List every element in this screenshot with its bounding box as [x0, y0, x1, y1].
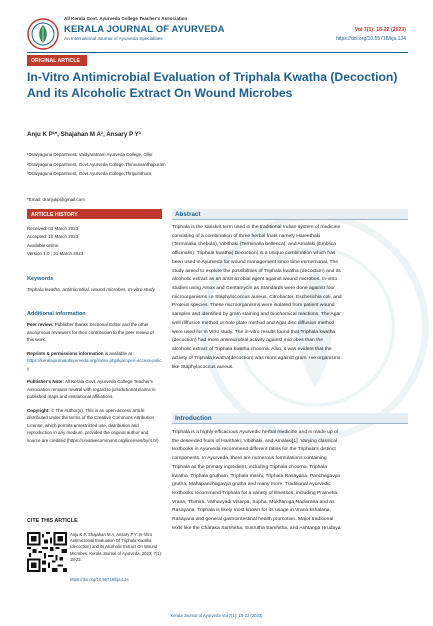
abstract-line: study aimed to explore the possibilities of Triphala kwatha (decoction) and its [172, 267, 341, 274]
volume-info: Vol 7(1): 18-22 (2023) [354, 27, 406, 33]
page-footer: Kerala Journal of Ayurveda Vol 7(1): 18-22 (2023) [170, 613, 263, 618]
abstract-line: samples and identified by gram staining and biochemical reactions. The Agar [172, 311, 341, 318]
abstract-line: activity of Triphala kwatha(decoction) was more against gram +ve organisms [172, 354, 341, 361]
abstract-line: were used for In Vitro study. The in-vitro results found that Triphala kwatha [172, 328, 336, 335]
available-label: Available online [27, 243, 59, 248]
introduction-heading: Introduction [175, 415, 212, 422]
publisher-note [27, 378, 162, 401]
abstract-line: studies using Amox and Gentamycin as Standards were done against four [172, 285, 335, 292]
abstract-line: officinalis). Triphala kwatha( Decoction) is a unique combination which has [172, 250, 336, 257]
cite-heading: CITE THIS ARTICLE [27, 518, 78, 524]
affiliation-3: ³Dravyaguna Department, Govt.Ayurveda College,Thripunithura [27, 171, 151, 176]
version-date: Version 1.0 : 31 March 2023 [27, 250, 84, 256]
intro-line: components. In Ayurveda, there are numerous formulations containing [172, 455, 327, 462]
intro-line: Rasayana. Triphala is likely most known for its usage in Vrana kshalana, [172, 507, 331, 514]
additional-info-section [27, 311, 162, 444]
journal-logo [27, 18, 59, 50]
reprints-url[interactable]: https://keralajournalofayurveda.org/index.php/kja/open-access-policy [27, 358, 162, 371]
reprints-label: Reprints & permissions information [27, 350, 104, 356]
publisher-note-label: Publisher's Note: [27, 379, 64, 384]
abstract-body [172, 223, 408, 371]
intro-line: Triphala is a highly efficacious Ayurvedic herbal medicine and is made up of [172, 429, 339, 435]
intro-line: textbooks recommend Triphala for a variety of illnesses, including Prameha, [172, 490, 339, 497]
peer-review-label: Peer review: [27, 322, 54, 327]
copyright-label: Copyright: [27, 407, 50, 413]
peer-review-note [27, 321, 162, 344]
intro-line: textbooks in Ayurveda recommend different ratios for the Triphala's distinct [172, 446, 336, 453]
copyright-text: © The Author(s). This is an open-access article distributed under the terms of the Creative Commons Attribution License, which permits unrestricted use, distribution and reproduction in any medium, provided the original author and source are credited (https://creativecommons.org/licenses/by/4.0/) [27, 407, 159, 443]
abstract-line: alcoholic extract as an antimicrobial agent against wound microbes. In-vitro [172, 276, 338, 283]
peer-review-text: Publisher thanks Sectional Editor and the other anonymous reviewers for their contribution to the peer review of this work. [27, 322, 154, 342]
introduction-heading-bar [172, 413, 408, 424]
article-history-section [27, 209, 162, 257]
article-type-badge: ORIGINAL ARTICLE [27, 55, 87, 66]
keywords-heading: Keywords [27, 276, 54, 282]
introduction-body [172, 428, 408, 533]
abstract-heading-bar [172, 209, 408, 220]
abstract-line: well diffusion method or hole plate method and Agar disc diffusion method [172, 319, 335, 326]
abstract-line: (Terminalia chebula), Vibithaki (Terminalia bellerica), and Amalaki (Emblica [172, 241, 336, 248]
abstract-line: (decoction) had more antimicrobial activity against microbes than the [172, 337, 324, 344]
intro-line: Rasayana and general gastrointestinal health promotion. Major traditional [172, 516, 334, 523]
qr-code-icon[interactable] [27, 532, 67, 572]
corresponding-email[interactable]: *Email: dranjukp@gmail.com [27, 197, 85, 202]
additional-info-heading: Additional information [27, 311, 86, 317]
abstract-line: alcoholic extract of Triphala kwatha choorna. Also, it was evident that the [172, 346, 332, 353]
abstract-line: consisting of a combination of three herbal fruits namely Hareethaki [172, 232, 321, 239]
association-name: All Kerala Govt. Ayurveda College Teacher's Association [64, 16, 188, 21]
header-divider [27, 52, 408, 53]
citation-text: Anju K P, Shajahan M A, Ansary P Y. In-Vitro Antimicrobial Evaluation Of Triphala Kwatha (decoction) and its Alcoholic Extract On Wound Microbes. Kerala Journal of Ayurveda. 2023; 7(1): 18-22. [70, 532, 163, 562]
abstract-line: microorganisms i.e Staphylococcus aureus, Citrobacter, Escherichia coli, and [172, 293, 342, 300]
abstract-line: Triphala is the sanskrit term used in the traditional Indian system of medicine [172, 224, 341, 230]
abstract-line: like Staphylococcus aureus. [172, 363, 234, 370]
copyright-note [27, 407, 162, 445]
affiliations [27, 150, 327, 179]
intro-line: the deseeded fruits of Harithaki, Vibithaki, and Amalaki[1]. Varying classical [172, 437, 337, 444]
author-list: Anju K P¹*, Shajahan M A², Ansary P Y³ [27, 131, 141, 138]
article-history-heading: ARTICLE HISTORY [27, 209, 162, 219]
title-line-1: In-Vitro Antimicrobial Evaluation of Triphala Kwatha (Decoction) [27, 70, 398, 84]
journal-name: KERALA JOURNAL OF AYURVEDA [64, 24, 225, 35]
reprints-note [27, 350, 162, 358]
keywords-section [27, 276, 162, 294]
publisher-note-text: All Kerala Govt. Ayurveda College Teacher's Association remains neutral with regard to jurisdictional claims in published maps and institutional affiliations. [27, 379, 156, 399]
title-line-2: And its Alcoholic Extract On Wound Microbes [27, 85, 293, 100]
abstract-heading: Abstract [175, 211, 201, 218]
received-date: Received: 03 March 2023 [27, 226, 79, 231]
abstract-line: Proteus species. These microorganisms were isolated from patient wound [172, 302, 335, 309]
doi-link[interactable]: https://doi.org/10.55718/kja.134 [335, 36, 406, 42]
abstract-line: been used in Ayurveda for wound management since time immemorial. The [172, 258, 339, 265]
intro-line: Vrana, Thimira, Vathavyadi,Visarpa, Sopha, Mukharoga,Nadivrana and as [172, 498, 335, 505]
article-title [27, 70, 408, 101]
keywords-text: Triphala kwatha, antimicrobial, wound microbes, In-vitro study [27, 287, 155, 292]
affiliation-1: ¹Dravyaguna Department, Vaidyaratnam Ayurveda College, Ollur [27, 152, 153, 157]
journal-tagline: An International Journal of Ayurveda Specialities [64, 36, 163, 41]
intro-line: kwatha, Triphala grutham, Triphala mashi, Triphala Rasayana, Panchagavya [172, 472, 340, 479]
affiliation-2: ²Dravyaguna Department, Govt.Ayurveda College,Thiruvananthapuram [27, 161, 166, 167]
intro-line: texts like the Charaka Samhitha, Susrutha Samhitha, and Ashtanga Hrudaya [172, 524, 341, 531]
intro-line: Triphala as the primary ingredient, including Triphala choorna, Triphala [172, 463, 328, 470]
intro-line: grutha, Mahapanchagavya grutha and many more. Traditional Ayurvedic [172, 481, 331, 488]
reprints-text: is available at : [103, 350, 135, 356]
accepted-date: Accepted: 10 March 2023 [27, 233, 79, 239]
citation-doi[interactable]: https://doi.org/10.55718/kja.134 [70, 577, 129, 582]
